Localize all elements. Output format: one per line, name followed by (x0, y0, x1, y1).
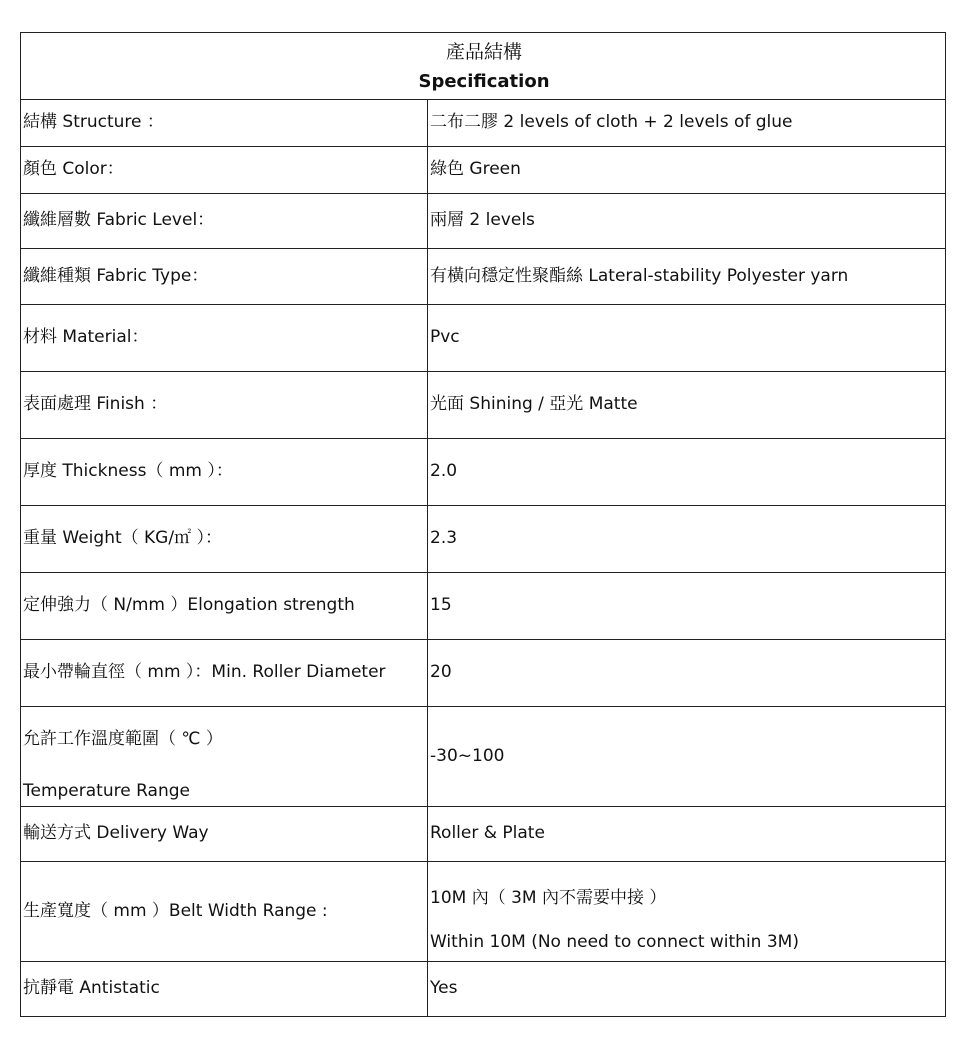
table-row (21, 194, 946, 249)
row-label: 纖維種類 Fabric Type： (21, 249, 428, 305)
table-row (21, 962, 946, 1017)
row-value: 光面 Shining / 亞光 Matte (428, 372, 946, 439)
row-value: 15 (428, 573, 946, 640)
row-label: 允許工作溫度範圍（ ℃ ） (23, 728, 223, 749)
row-label-cell (21, 707, 428, 807)
row-value: 有橫向穩定性聚酯絲 Lateral-stability Polyester yarn (428, 249, 946, 305)
row-label: 定伸強力（ N/mm ）Elongation strength (21, 573, 428, 640)
row-label: 輸送方式 Delivery Way (21, 807, 428, 862)
table-row (21, 305, 946, 372)
row-value: 10M 內（ 3M 內不需要中接 ） (430, 887, 667, 908)
row-label: 纖維層數 Fabric Level： (21, 194, 428, 249)
row-label: 抗靜電 Antistatic (21, 962, 428, 1017)
table-row (21, 573, 946, 640)
table-row (21, 862, 946, 962)
row-value: 20 (428, 640, 946, 707)
row-label: 結構 Structure ： (21, 100, 428, 147)
table-title-chinese: 產品結構 (446, 40, 523, 63)
table-row (21, 100, 946, 147)
table-row (21, 807, 946, 862)
table-title-english: Specification (418, 70, 550, 92)
table-row (21, 506, 946, 573)
row-value-secondary: Within 10M (No need to connect within 3M) (430, 932, 799, 953)
specification-table (20, 32, 946, 1017)
table-title-row (21, 33, 946, 100)
table-row (21, 707, 946, 807)
row-value: 綠色 Green (428, 147, 946, 194)
row-label: 顏色 Color： (21, 147, 428, 194)
row-value: 2.3 (428, 506, 946, 573)
row-label: 生產寬度（ mm ）Belt Width Range : (21, 862, 428, 962)
row-label: 表面處理 Finish ： (21, 372, 428, 439)
table-row (21, 372, 946, 439)
row-value: Yes (428, 962, 946, 1017)
table-row (21, 640, 946, 707)
row-label: 重量 Weight（ KG/㎡ ）： (21, 506, 428, 573)
table-row (21, 147, 946, 194)
row-label: 材料 Material： (21, 305, 428, 372)
table-row (21, 249, 946, 305)
row-value: 兩層 2 levels (428, 194, 946, 249)
row-label: 厚度 Thickness（ mm ）： (21, 439, 428, 506)
row-value-cell (428, 862, 946, 962)
row-label-secondary: Temperature Range (23, 781, 190, 802)
table-row (21, 439, 946, 506)
row-label: 最小帶輪直徑（ mm ）：Min. Roller Diameter (21, 640, 428, 707)
row-value: -30~100 (428, 707, 946, 807)
row-value: 二布二膠 2 levels of cloth + 2 levels of glue (428, 100, 946, 147)
row-value: Pvc (428, 305, 946, 372)
table-title-cell (21, 33, 946, 100)
row-value: Roller & Plate (428, 807, 946, 862)
row-value: 2.0 (428, 439, 946, 506)
